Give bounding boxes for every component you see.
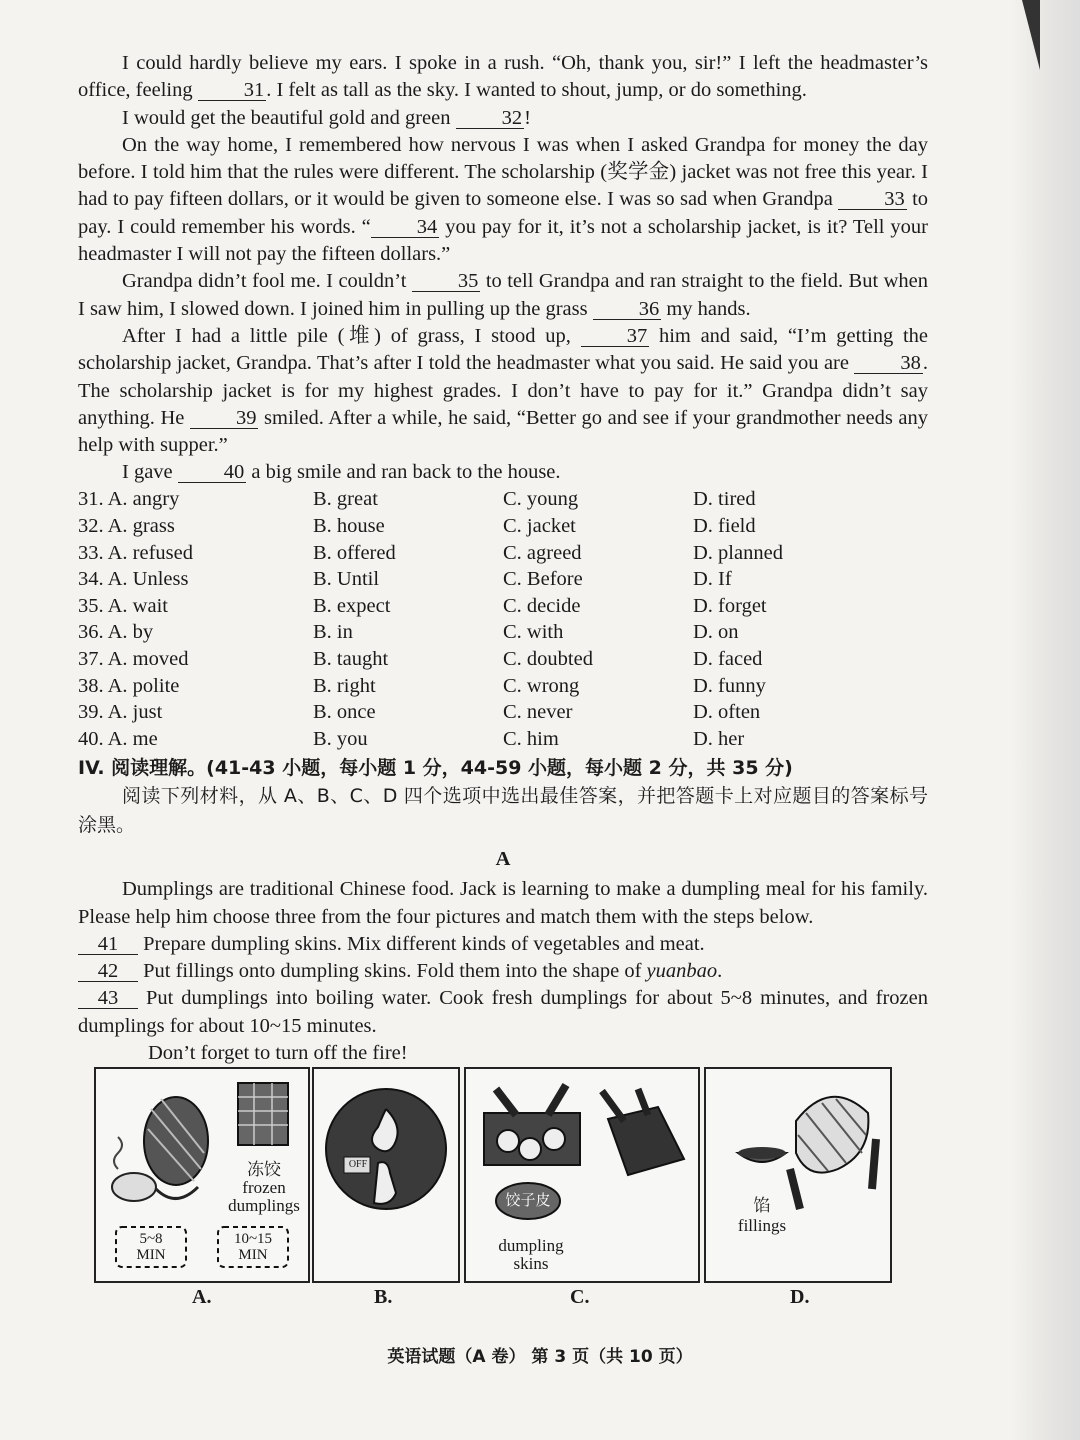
stove-off-illustration xyxy=(314,1069,458,1281)
picture-c: 饺子皮 dumpling skins xyxy=(464,1067,700,1283)
page-footer: 英语试题（A 卷） 第 3 页（共 10 页） xyxy=(387,1347,693,1367)
off-switch-label: OFF xyxy=(348,1159,368,1170)
blank-33: 33 xyxy=(838,189,907,210)
option-row-36: 36. A. by B. in C. with D. on xyxy=(78,621,739,644)
page-corner-fold xyxy=(1022,0,1040,70)
step-43: 43 Put dumplings into boiling water. Cook fresh dumplings for about 5~8 minutes, and frozen dumplings for about 10~15 minutes. xyxy=(78,987,929,1037)
option-row-33: 33. A. refused B. offered C. agreed D. planned xyxy=(78,541,783,564)
option-row-39: 39. A. just B. once C. never D. often xyxy=(78,701,761,724)
blank-43: 43 xyxy=(78,988,138,1009)
picture-label-b: B. xyxy=(374,1286,393,1308)
blank-40: 40 xyxy=(178,462,247,483)
blank-38: 38 xyxy=(854,353,923,374)
passage-paragraph-6: I gave 40 a big smile and ran back to the house. xyxy=(122,461,561,484)
picture-label-c: C. xyxy=(570,1286,590,1308)
option-row-40: 40. A. me B. you C. him D. her xyxy=(78,727,745,750)
option-row-38: 38. A. polite B. right C. wrong D. funny xyxy=(78,674,766,697)
picture-a: 冻饺 frozen dumplings 5~8 MIN 10~15 MIN xyxy=(94,1067,310,1283)
blank-32: 32 xyxy=(456,108,525,129)
step-41: 41 Prepare dumpling skins. Mix different kinds of vegetables and meat. xyxy=(78,931,928,958)
option-row-32: 32. A. grass B. house C. jacket D. field xyxy=(78,515,756,537)
passage-paragraph-3: On the way home, I remembered how nervous I was when I asked Grandpa for money the day before. I told him that the rules were different. The scholarship (奖学金) jacket was not free this year. I had to pay fifteen dollars, or it would be given to someone else. I was so sad when Grandpa 33 to pay. I could remember his words. “ 34 you pay for it, it’s not a scholarship jacket, is it? Tell your headmaster I will not pay the fifteen dollars.” xyxy=(78,133,929,266)
blank-31: 31 xyxy=(198,80,267,101)
option-row-31: 31. A. angry B. great C. young D. tired xyxy=(78,488,756,511)
fire-reminder: Don’t forget to turn off the fire! xyxy=(148,1042,408,1065)
picture-b xyxy=(312,1067,460,1283)
blank-36: 36 xyxy=(593,299,662,320)
picture-label-d: D. xyxy=(790,1286,810,1308)
page-edge-shadow xyxy=(1010,0,1080,1440)
answer-options xyxy=(78,487,928,753)
passage-paragraph-2: I would get the beautiful gold and green 32! xyxy=(122,106,531,129)
passage-paragraph-1: I could hardly believe my ears. I spoke in a rush. “Oh, thank you, sir!” I left the headmaster’s office, feeling 31. I felt as tall as the sky. I wanted to shout, jump, or do something. xyxy=(78,52,928,102)
option-row-34: 34. A. Unless B. Until C. Before D. If xyxy=(78,568,732,591)
picture-label-a: A. xyxy=(192,1286,212,1308)
step-42: 42 Put fillings onto dumpling skins. Fold them into the shape of yuanbao. xyxy=(78,958,928,985)
dumpling-pictures xyxy=(94,1067,892,1281)
section-iv-title: IV. 阅读理解。(41-43 小题，每小题 1 分，44-59 小题，每小题 2 分，共 35 分) xyxy=(78,756,793,779)
exam-content xyxy=(78,50,928,1067)
option-row-35: 35. A. wait B. expect C. decide D. forget xyxy=(78,594,767,617)
passage-paragraph-5: After I had a little pile (堆) of grass, I stood up, 37 him and said, “I’m getting the scholarship jacket, Grandpa. That’s after I told the headmaster what you said. He said you are 38. The scholarship jacket is for my highest grades. I don’t have to pay for it.” Grandpa didn’t say anything. He 39 smiled. After a while, he said, “Better go and see if your grandmother needs any help with supper.” xyxy=(78,324,929,457)
section-iv-instruction: 阅读下列材料，从 A、B、C、D 四个选项中选出最佳答案，并把答题卡上对应题目的答案标号涂黑。 xyxy=(78,784,928,836)
blank-37: 37 xyxy=(581,326,650,347)
blank-35: 35 xyxy=(412,271,481,292)
passage-paragraph-4: Grandpa didn’t fool me. I couldn’t 35 to tell Grandpa and ran straight to the field. But when I saw him, I slowed down. I joined him in pulling up the grass 36 my hands. xyxy=(78,270,928,320)
blank-34: 34 xyxy=(371,217,440,238)
fillings-illustration xyxy=(706,1069,890,1281)
blank-39: 39 xyxy=(190,408,259,429)
blank-42: 42 xyxy=(78,961,138,982)
dumpling-intro: Dumplings are traditional Chinese food. Jack is learning to make a dumpling meal for his family. Please help him choose three from the four pictures and match them with the steps below. xyxy=(78,878,928,928)
blank-41: 41 xyxy=(78,934,138,955)
picture-d: 馅 fillings xyxy=(704,1067,892,1283)
option-row-37: 37. A. moved B. taught C. doubted D. faced xyxy=(78,647,763,670)
part-a-heading: A xyxy=(495,847,511,870)
